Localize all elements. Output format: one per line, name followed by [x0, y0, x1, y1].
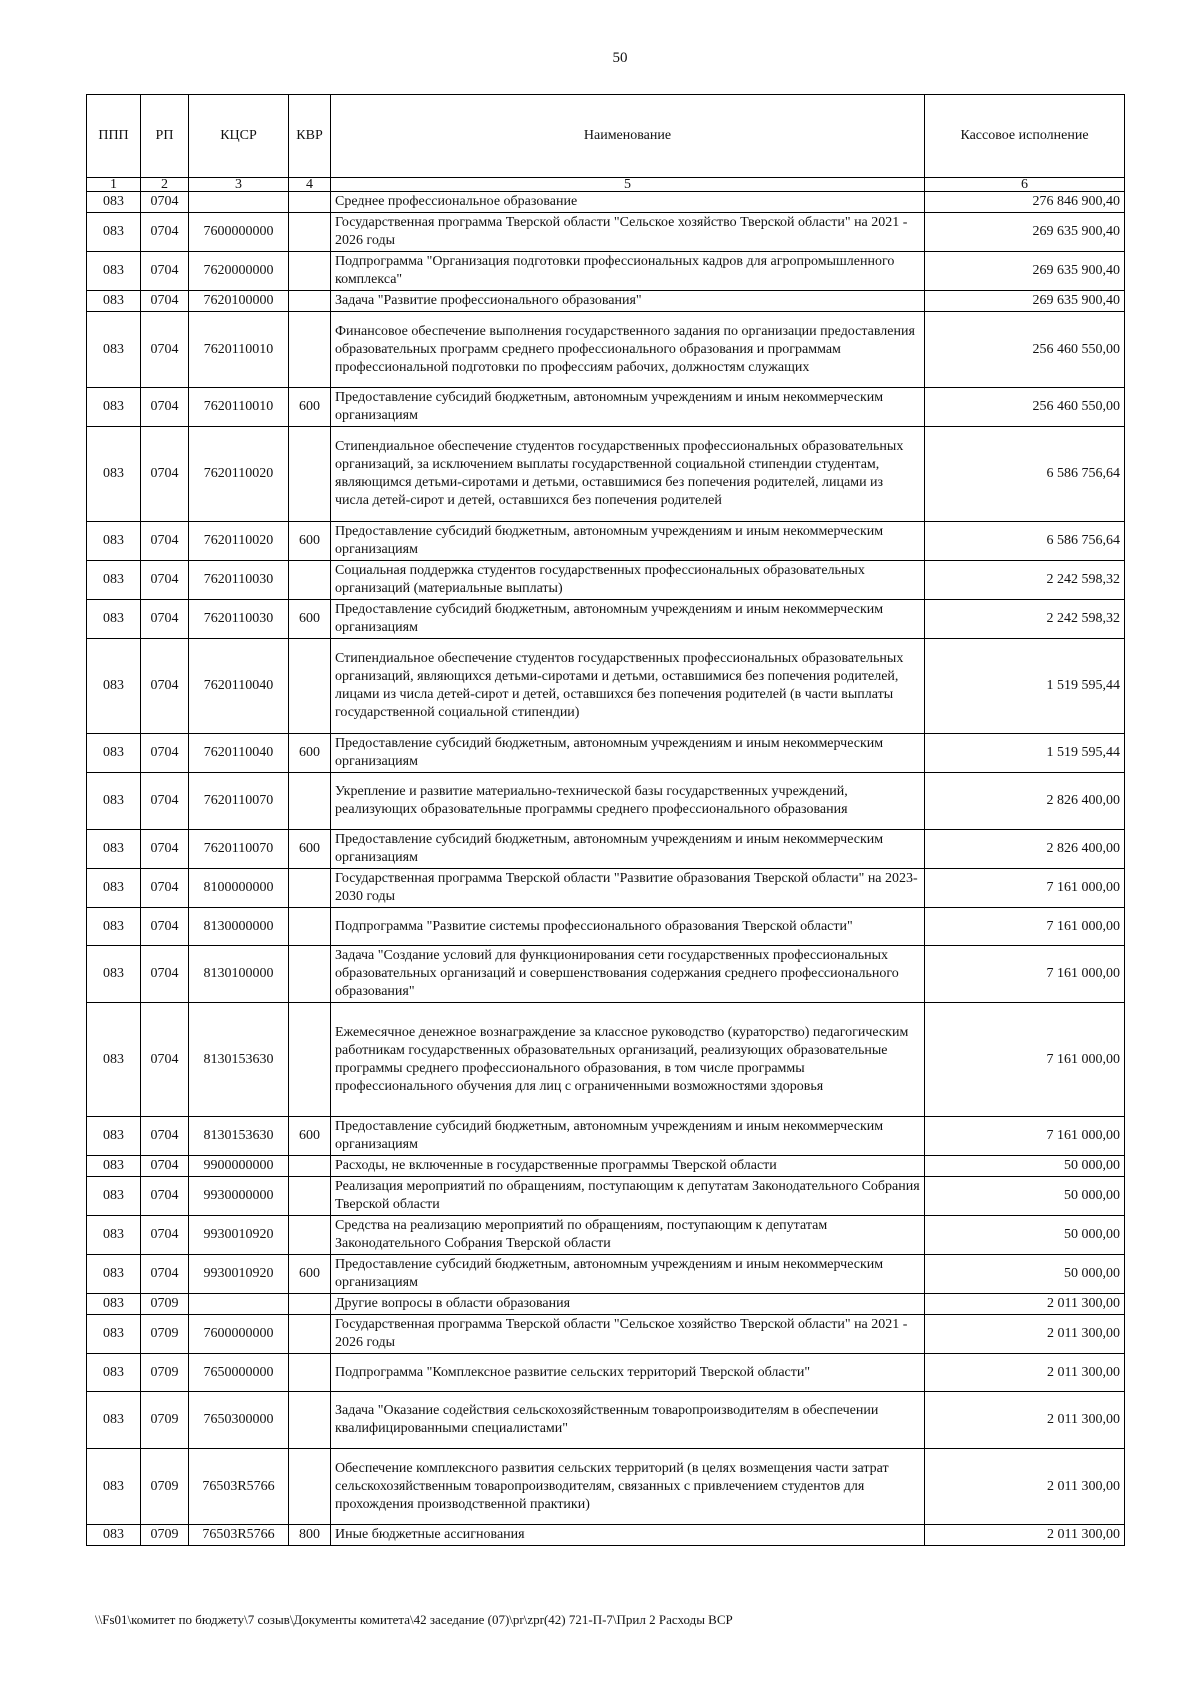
cell-name: Обеспечение комплексного развития сельских территорий (в целях возмещения части затрат сельскохозяйственным товаропроизводителям, связанных с привлечением студентов для прохождения производственной практики): [331, 1449, 925, 1525]
cell-kvr: [289, 1294, 331, 1315]
cell-rp: 0704: [141, 830, 189, 869]
header-name: Наименование: [331, 95, 925, 178]
cell-amount: 50 000,00: [925, 1177, 1125, 1216]
table-row: [87, 1003, 1125, 1117]
cell-rp: 0704: [141, 946, 189, 1003]
cell-kvr: [289, 291, 331, 312]
cell-kvr: [289, 213, 331, 252]
cell-name: Стипендиальное обеспечение студентов государственных профессиональных образовательных организаций, за исключением выплаты государственной социальной стипендии студентам, являющимся детьми-сиротами и детьми, оставшимися без попечения родителей, лицами из числа детей-сирот и детей, оставшихся без попечения родителей: [331, 427, 925, 522]
cell-rp: 0709: [141, 1294, 189, 1315]
cell-ppp: 083: [87, 1525, 141, 1546]
cell-kcsr: 7620000000: [189, 252, 289, 291]
cell-kvr: [289, 869, 331, 908]
header-ppp: ППП: [87, 95, 141, 178]
cell-kvr: [289, 252, 331, 291]
cell-amount: 50 000,00: [925, 1156, 1125, 1177]
cell-kvr: 800: [289, 1525, 331, 1546]
cell-kvr: [289, 561, 331, 600]
cell-ppp: 083: [87, 1294, 141, 1315]
cell-ppp: 083: [87, 1354, 141, 1392]
table-body: [87, 192, 1125, 1546]
cell-name: Подпрограмма "Развитие системы профессионального образования Тверской области": [331, 908, 925, 946]
cell-ppp: 083: [87, 1216, 141, 1255]
cell-amount: 50 000,00: [925, 1255, 1125, 1294]
cell-kvr: [289, 1315, 331, 1354]
cell-ppp: 083: [87, 908, 141, 946]
cell-ppp: 083: [87, 213, 141, 252]
table-row: [87, 1392, 1125, 1449]
table-row: [87, 1315, 1125, 1354]
cell-kcsr: 8130153630: [189, 1003, 289, 1117]
cell-ppp: 083: [87, 830, 141, 869]
cell-ppp: 083: [87, 1156, 141, 1177]
footer-file-path: \\Fs01\комитет по бюджету\7 созыв\Документы комитета\42 заседание (07)\pr\zpr(42) 721-П-7\Прил 2 Расходы ВСР: [95, 1612, 733, 1627]
cell-kcsr: 7620110030: [189, 561, 289, 600]
table-row: [87, 1525, 1125, 1546]
cell-name: Предоставление субсидий бюджетным, автономным учреждениям и иным некоммерческим организациям: [331, 522, 925, 561]
cell-ppp: 083: [87, 639, 141, 734]
cell-name: Государственная программа Тверской области "Сельское хозяйство Тверской области" на 2021 - 2026 годы: [331, 1315, 925, 1354]
cell-kcsr: 7620110070: [189, 773, 289, 830]
table-row: [87, 1294, 1125, 1315]
cell-amount: 2 011 300,00: [925, 1525, 1125, 1546]
cell-amount: 2 242 598,32: [925, 600, 1125, 639]
cell-ppp: 083: [87, 561, 141, 600]
cell-ppp: 083: [87, 773, 141, 830]
cell-amount: 7 161 000,00: [925, 869, 1125, 908]
cell-kcsr: [189, 1294, 289, 1315]
header-row: [87, 95, 1125, 178]
cell-kvr: 600: [289, 600, 331, 639]
cell-name: Подпрограмма "Организация подготовки профессиональных кадров для агропромышленного комплекса": [331, 252, 925, 291]
table-row: [87, 830, 1125, 869]
cell-ppp: 083: [87, 734, 141, 773]
cell-ppp: 083: [87, 1392, 141, 1449]
cell-ppp: 083: [87, 312, 141, 388]
cell-name: Другие вопросы в области образования: [331, 1294, 925, 1315]
cell-name: Предоставление субсидий бюджетным, автономным учреждениям и иным некоммерческим организациям: [331, 734, 925, 773]
cell-kvr: 600: [289, 1255, 331, 1294]
cell-name: Средства на реализацию мероприятий по обращениям, поступающим к депутатам Законодательного Собрания Тверской области: [331, 1216, 925, 1255]
cell-kvr: [289, 1216, 331, 1255]
column-number: 4: [289, 178, 331, 192]
table-row: [87, 1354, 1125, 1392]
cell-amount: 6 586 756,64: [925, 427, 1125, 522]
cell-name: Социальная поддержка студентов государственных профессиональных образовательных организаций (материальные выплаты): [331, 561, 925, 600]
cell-kcsr: 7600000000: [189, 1315, 289, 1354]
cell-name: Предоставление субсидий бюджетным, автономным учреждениям и иным некоммерческим организациям: [331, 600, 925, 639]
table-row: [87, 561, 1125, 600]
cell-kvr: 600: [289, 522, 331, 561]
cell-amount: 2 011 300,00: [925, 1294, 1125, 1315]
cell-kvr: [289, 192, 331, 213]
cell-ppp: 083: [87, 1449, 141, 1525]
cell-kvr: 600: [289, 734, 331, 773]
cell-rp: 0704: [141, 561, 189, 600]
cell-rp: 0704: [141, 427, 189, 522]
cell-name: Задача "Развитие профессионального образования": [331, 291, 925, 312]
cell-kcsr: 8130000000: [189, 908, 289, 946]
cell-name: Подпрограмма "Комплексное развитие сельских территорий Тверской области": [331, 1354, 925, 1392]
cell-amount: 269 635 900,40: [925, 213, 1125, 252]
cell-kcsr: 7650300000: [189, 1392, 289, 1449]
cell-rp: 0704: [141, 213, 189, 252]
cell-kvr: [289, 946, 331, 1003]
table-row: [87, 252, 1125, 291]
column-number: 3: [189, 178, 289, 192]
cell-kvr: [289, 908, 331, 946]
column-number: 6: [925, 178, 1125, 192]
cell-ppp: 083: [87, 192, 141, 213]
cell-kcsr: [189, 192, 289, 213]
cell-amount: 256 460 550,00: [925, 388, 1125, 427]
cell-rp: 0704: [141, 388, 189, 427]
cell-name: Укрепление и развитие материально-технической базы государственных учреждений, реализующих образовательные программы среднего профессионального образования: [331, 773, 925, 830]
cell-rp: 0704: [141, 1177, 189, 1216]
cell-kcsr: 7650000000: [189, 1354, 289, 1392]
cell-kcsr: 7620110010: [189, 312, 289, 388]
cell-name: Государственная программа Тверской области "Сельское хозяйство Тверской области" на 2021 - 2026 годы: [331, 213, 925, 252]
cell-name: Государственная программа Тверской области "Развитие образования Тверской области" на 2023-2030 годы: [331, 869, 925, 908]
cell-rp: 0704: [141, 1216, 189, 1255]
cell-kvr: [289, 773, 331, 830]
table-row: [87, 946, 1125, 1003]
cell-rp: 0709: [141, 1449, 189, 1525]
cell-name: Предоставление субсидий бюджетным, автономным учреждениям и иным некоммерческим организациям: [331, 1255, 925, 1294]
cell-rp: 0704: [141, 192, 189, 213]
table-row: [87, 388, 1125, 427]
header-kvr: КВР: [289, 95, 331, 178]
cell-rp: 0704: [141, 252, 189, 291]
cell-amount: 7 161 000,00: [925, 1117, 1125, 1156]
cell-kcsr: 7620100000: [189, 291, 289, 312]
cell-kcsr: 7600000000: [189, 213, 289, 252]
cell-amount: 2 011 300,00: [925, 1449, 1125, 1525]
table-row: [87, 1449, 1125, 1525]
table-row: [87, 734, 1125, 773]
cell-amount: 6 586 756,64: [925, 522, 1125, 561]
cell-kvr: 600: [289, 388, 331, 427]
column-number: 5: [331, 178, 925, 192]
cell-kcsr: 7620110030: [189, 600, 289, 639]
cell-amount: 256 460 550,00: [925, 312, 1125, 388]
cell-rp: 0704: [141, 312, 189, 388]
cell-name: Среднее профессиональное образование: [331, 192, 925, 213]
cell-amount: 7 161 000,00: [925, 946, 1125, 1003]
cell-ppp: 083: [87, 1177, 141, 1216]
cell-kvr: [289, 427, 331, 522]
cell-kvr: [289, 639, 331, 734]
cell-kcsr: 9930000000: [189, 1177, 289, 1216]
cell-amount: 1 519 595,44: [925, 639, 1125, 734]
cell-amount: 276 846 900,40: [925, 192, 1125, 213]
cell-rp: 0709: [141, 1354, 189, 1392]
cell-kcsr: 9900000000: [189, 1156, 289, 1177]
header-kcsr: КЦСР: [189, 95, 289, 178]
cell-rp: 0704: [141, 1255, 189, 1294]
cell-rp: 0704: [141, 1117, 189, 1156]
cell-kcsr: 7620110040: [189, 734, 289, 773]
cell-amount: 2 011 300,00: [925, 1315, 1125, 1354]
table-row: [87, 1156, 1125, 1177]
cell-kcsr: 7620110020: [189, 427, 289, 522]
cell-name: Иные бюджетные ассигнования: [331, 1525, 925, 1546]
cell-kcsr: 76503R5766: [189, 1449, 289, 1525]
cell-ppp: 083: [87, 869, 141, 908]
cell-kcsr: 76503R5766: [189, 1525, 289, 1546]
table-row: [87, 869, 1125, 908]
cell-name: Финансовое обеспечение выполнения государственного задания по организации предоставления образовательных программ среднего профессионального образования и программам профессиональной подготовки по профессиям рабочих, должностям служащих: [331, 312, 925, 388]
cell-rp: 0704: [141, 522, 189, 561]
cell-name: Предоставление субсидий бюджетным, автономным учреждениям и иным некоммерческим организациям: [331, 388, 925, 427]
cell-rp: 0709: [141, 1315, 189, 1354]
cell-kvr: [289, 1354, 331, 1392]
cell-ppp: 083: [87, 522, 141, 561]
table-row: [87, 639, 1125, 734]
cell-name: Реализация мероприятий по обращениям, поступающим к депутатам Законодательного Собрания Тверской области: [331, 1177, 925, 1216]
cell-kvr: 600: [289, 1117, 331, 1156]
table-row: [87, 1255, 1125, 1294]
cell-ppp: 083: [87, 1255, 141, 1294]
cell-name: Предоставление субсидий бюджетным, автономным учреждениям и иным некоммерческим организациям: [331, 830, 925, 869]
header-amount: Кассовое исполнение: [925, 95, 1125, 178]
cell-kvr: [289, 1449, 331, 1525]
cell-kcsr: 7620110040: [189, 639, 289, 734]
table-row: [87, 213, 1125, 252]
cell-rp: 0704: [141, 869, 189, 908]
cell-amount: 2 242 598,32: [925, 561, 1125, 600]
cell-ppp: 083: [87, 600, 141, 639]
cell-ppp: 083: [87, 252, 141, 291]
cell-name: Предоставление субсидий бюджетным, автономным учреждениям и иным некоммерческим организациям: [331, 1117, 925, 1156]
cell-amount: 2 826 400,00: [925, 773, 1125, 830]
cell-amount: 2 011 300,00: [925, 1392, 1125, 1449]
cell-name: Стипендиальное обеспечение студентов государственных профессиональных образовательных организаций, являющихся детьми-сиротами и детьми, оставшимися без попечения родителей, лицами из числа детей-сирот и детей, оставшихся без попечения родителей (в части выплаты государственной социальной стипендии): [331, 639, 925, 734]
cell-kvr: 600: [289, 830, 331, 869]
column-number: 2: [141, 178, 189, 192]
table-row: [87, 908, 1125, 946]
cell-kcsr: 9930010920: [189, 1255, 289, 1294]
cell-kcsr: 8130100000: [189, 946, 289, 1003]
cell-rp: 0704: [141, 1003, 189, 1117]
cell-name: Расходы, не включенные в государственные программы Тверской области: [331, 1156, 925, 1177]
table-row: [87, 192, 1125, 213]
cell-kcsr: 7620110020: [189, 522, 289, 561]
table-row: [87, 427, 1125, 522]
cell-kcsr: 9930010920: [189, 1216, 289, 1255]
cell-kvr: [289, 1156, 331, 1177]
cell-amount: 2 011 300,00: [925, 1354, 1125, 1392]
cell-ppp: 083: [87, 1003, 141, 1117]
cell-name: Задача "Создание условий для функционирования сети государственных профессиональных образовательных организаций и совершенствования содержания среднего профессионального образования": [331, 946, 925, 1003]
table-row: [87, 1216, 1125, 1255]
cell-amount: 7 161 000,00: [925, 908, 1125, 946]
cell-name: Задача "Оказание содействия сельскохозяйственным товаропроизводителям в обеспечении квалифицированными специалистами": [331, 1392, 925, 1449]
cell-ppp: 083: [87, 291, 141, 312]
cell-amount: 269 635 900,40: [925, 252, 1125, 291]
cell-kvr: [289, 312, 331, 388]
cell-rp: 0704: [141, 773, 189, 830]
cell-kvr: [289, 1003, 331, 1117]
cell-rp: 0704: [141, 600, 189, 639]
page-number: 50: [612, 50, 628, 66]
cell-kcsr: 7620110010: [189, 388, 289, 427]
cell-ppp: 083: [87, 1315, 141, 1354]
table-row: [87, 600, 1125, 639]
cell-rp: 0704: [141, 734, 189, 773]
column-number-row: [87, 178, 1125, 192]
cell-ppp: 083: [87, 388, 141, 427]
cell-amount: 7 161 000,00: [925, 1003, 1125, 1117]
cell-ppp: 083: [87, 427, 141, 522]
cell-ppp: 083: [87, 946, 141, 1003]
table-row: [87, 1117, 1125, 1156]
header-rp: РП: [141, 95, 189, 178]
cell-kvr: [289, 1392, 331, 1449]
cell-amount: 50 000,00: [925, 1216, 1125, 1255]
table-row: [87, 1177, 1125, 1216]
budget-table: [86, 94, 1125, 1546]
column-number: 1: [87, 178, 141, 192]
cell-rp: 0704: [141, 639, 189, 734]
cell-name: Ежемесячное денежное вознаграждение за классное руководство (кураторство) педагогическим работникам государственных образовательных организаций, реализующих образовательные программы среднего профессионального образования, в том числе программы профессионального обучения для лиц с ограниченными возможностями здоровья: [331, 1003, 925, 1117]
cell-rp: 0709: [141, 1525, 189, 1546]
table-row: [87, 312, 1125, 388]
cell-rp: 0709: [141, 1392, 189, 1449]
cell-amount: 1 519 595,44: [925, 734, 1125, 773]
cell-kvr: [289, 1177, 331, 1216]
cell-ppp: 083: [87, 1117, 141, 1156]
table-row: [87, 522, 1125, 561]
cell-rp: 0704: [141, 1156, 189, 1177]
cell-amount: 269 635 900,40: [925, 291, 1125, 312]
cell-kcsr: 7620110070: [189, 830, 289, 869]
cell-kcsr: 8130153630: [189, 1117, 289, 1156]
cell-kcsr: 8100000000: [189, 869, 289, 908]
cell-rp: 0704: [141, 291, 189, 312]
cell-rp: 0704: [141, 908, 189, 946]
table-row: [87, 291, 1125, 312]
cell-amount: 2 826 400,00: [925, 830, 1125, 869]
table-row: [87, 773, 1125, 830]
